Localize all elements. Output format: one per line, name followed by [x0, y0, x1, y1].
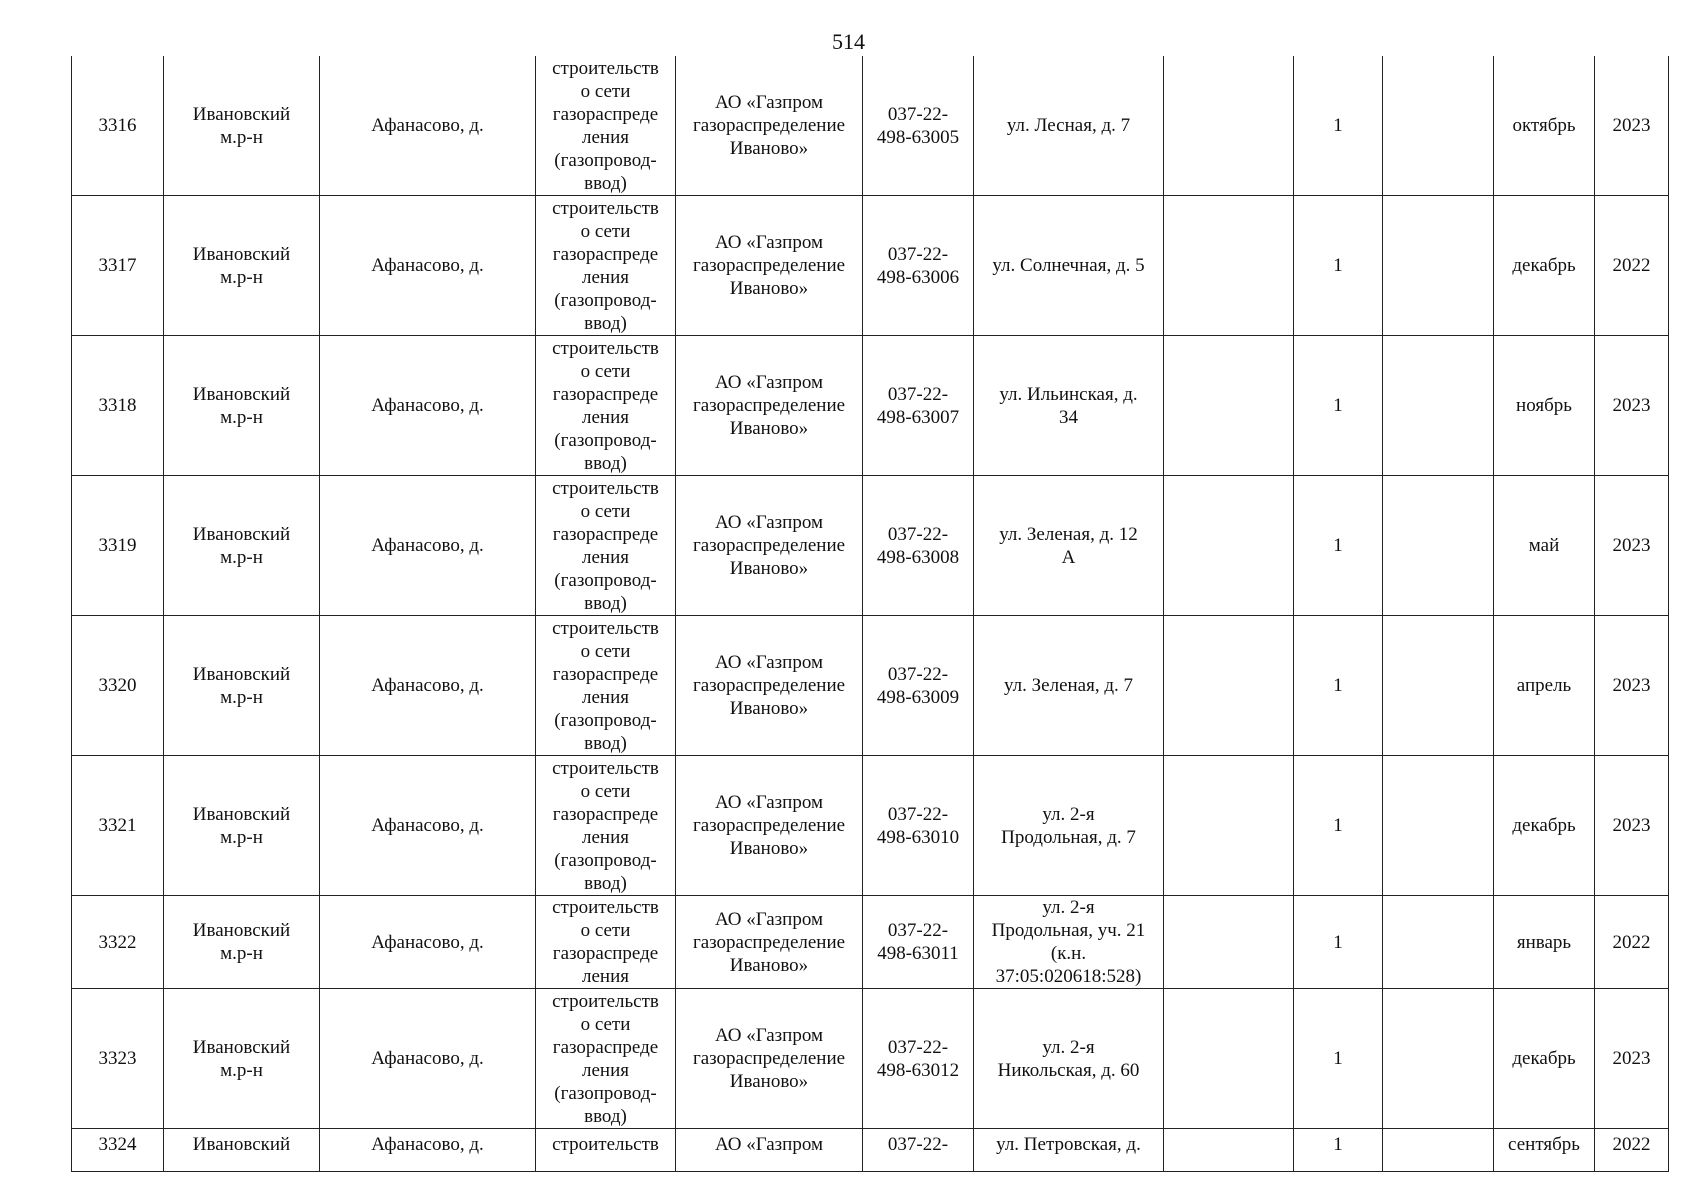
- year-cell: 2023: [1595, 476, 1669, 616]
- empty-cell: [1383, 336, 1494, 476]
- empty-cell: [1164, 56, 1294, 196]
- organization-cell: АО «Газпром газораспределение Иваново»: [676, 896, 863, 989]
- empty-cell: [1383, 1129, 1494, 1172]
- district-cell: Ивановский м.р-н: [164, 896, 320, 989]
- empty-cell: [1164, 616, 1294, 756]
- empty-cell: [1383, 56, 1494, 196]
- work-type-cell: строительств о сети газораспреде ления (газопровод- ввод): [536, 56, 676, 196]
- settlement-cell: Афанасово, д.: [320, 56, 536, 196]
- empty-cell: [1164, 476, 1294, 616]
- district-cell: Ивановский м.р-н: [164, 989, 320, 1129]
- organization-cell: АО «Газпром газораспределение Иваново»: [676, 56, 863, 196]
- empty-cell: [1164, 196, 1294, 336]
- settlement-cell: Афанасово, д.: [320, 989, 536, 1129]
- count-cell: 1: [1294, 1129, 1383, 1172]
- district-cell: Ивановский м.р-н: [164, 476, 320, 616]
- organization-cell: АО «Газпром газораспределение Иваново»: [676, 476, 863, 616]
- month-cell: сентябрь: [1494, 1129, 1595, 1172]
- address-cell: ул. Петровская, д.: [974, 1129, 1164, 1172]
- count-cell: 1: [1294, 616, 1383, 756]
- address-cell: ул. 2-я Продольная, д. 7: [974, 756, 1164, 896]
- month-cell: январь: [1494, 896, 1595, 989]
- district-cell: Ивановский м.р-н: [164, 336, 320, 476]
- address-cell: ул. Солнечная, д. 5: [974, 196, 1164, 336]
- work-type-cell: строительств: [536, 1129, 676, 1172]
- district-cell: Ивановский м.р-н: [164, 616, 320, 756]
- address-cell: ул. Зеленая, д. 12 А: [974, 476, 1164, 616]
- settlement-cell: Афанасово, д.: [320, 616, 536, 756]
- empty-cell: [1164, 989, 1294, 1129]
- count-cell: 1: [1294, 196, 1383, 336]
- year-cell: 2022: [1595, 196, 1669, 336]
- table-row: [72, 476, 1669, 616]
- settlement-cell: Афанасово, д.: [320, 896, 536, 989]
- address-cell: ул. Ильинская, д. 34: [974, 336, 1164, 476]
- row-number-cell: 3324: [72, 1129, 164, 1172]
- year-cell: 2023: [1595, 336, 1669, 476]
- table-row: [72, 56, 1669, 196]
- count-cell: 1: [1294, 336, 1383, 476]
- address-cell: ул. Зеленая, д. 7: [974, 616, 1164, 756]
- row-number-cell: 3319: [72, 476, 164, 616]
- district-cell: Ивановский м.р-н: [164, 196, 320, 336]
- gasification-table: [71, 56, 1669, 1172]
- organization-cell: АО «Газпром газораспределение Иваново»: [676, 756, 863, 896]
- organization-cell: АО «Газпром газораспределение Иваново»: [676, 616, 863, 756]
- table-row: [72, 336, 1669, 476]
- month-cell: декабрь: [1494, 989, 1595, 1129]
- row-number-cell: 3316: [72, 56, 164, 196]
- month-cell: октябрь: [1494, 56, 1595, 196]
- table-row: [72, 1129, 1669, 1172]
- table-row: [72, 196, 1669, 336]
- district-cell: Ивановский м.р-н: [164, 56, 320, 196]
- count-cell: 1: [1294, 896, 1383, 989]
- address-cell: ул. Лесная, д. 7: [974, 56, 1164, 196]
- row-number-cell: 3323: [72, 989, 164, 1129]
- table-row: [72, 756, 1669, 896]
- organization-cell: АО «Газпром: [676, 1129, 863, 1172]
- table-body: [72, 56, 1669, 1172]
- empty-cell: [1383, 896, 1494, 989]
- settlement-cell: Афанасово, д.: [320, 756, 536, 896]
- organization-cell: АО «Газпром газораспределение Иваново»: [676, 989, 863, 1129]
- row-number-cell: 3318: [72, 336, 164, 476]
- code-cell: 037-22- 498-63006: [863, 196, 974, 336]
- year-cell: 2023: [1595, 616, 1669, 756]
- count-cell: 1: [1294, 56, 1383, 196]
- settlement-cell: Афанасово, д.: [320, 476, 536, 616]
- district-cell: Ивановский: [164, 1129, 320, 1172]
- year-cell: 2023: [1595, 756, 1669, 896]
- year-cell: 2022: [1595, 896, 1669, 989]
- settlement-cell: Афанасово, д.: [320, 336, 536, 476]
- row-number-cell: 3317: [72, 196, 164, 336]
- work-type-cell: строительств о сети газораспреде ления (газопровод- ввод): [536, 756, 676, 896]
- month-cell: декабрь: [1494, 756, 1595, 896]
- district-cell: Ивановский м.р-н: [164, 756, 320, 896]
- code-cell: 037-22- 498-63011: [863, 896, 974, 989]
- work-type-cell: строительств о сети газораспреде ления (газопровод- ввод): [536, 476, 676, 616]
- work-type-cell: строительств о сети газораспреде ления (газопровод- ввод): [536, 989, 676, 1129]
- empty-cell: [1164, 336, 1294, 476]
- count-cell: 1: [1294, 989, 1383, 1129]
- month-cell: декабрь: [1494, 196, 1595, 336]
- empty-cell: [1164, 1129, 1294, 1172]
- month-cell: май: [1494, 476, 1595, 616]
- table-row: [72, 616, 1669, 756]
- code-cell: 037-22- 498-63005: [863, 56, 974, 196]
- year-cell: 2023: [1595, 989, 1669, 1129]
- row-number-cell: 3321: [72, 756, 164, 896]
- year-cell: 2022: [1595, 1129, 1669, 1172]
- empty-cell: [1383, 756, 1494, 896]
- empty-cell: [1383, 616, 1494, 756]
- empty-cell: [1383, 196, 1494, 336]
- page-number: 514: [832, 29, 865, 54]
- month-cell: ноябрь: [1494, 336, 1595, 476]
- work-type-cell: строительств о сети газораспреде ления (газопровод- ввод): [536, 616, 676, 756]
- month-cell: апрель: [1494, 616, 1595, 756]
- organization-cell: АО «Газпром газораспределение Иваново»: [676, 196, 863, 336]
- code-cell: 037-22- 498-63012: [863, 989, 974, 1129]
- empty-cell: [1164, 756, 1294, 896]
- table-row: [72, 989, 1669, 1129]
- row-number-cell: 3320: [72, 616, 164, 756]
- row-number-cell: 3322: [72, 896, 164, 989]
- address-cell: ул. 2-я Никольская, д. 60: [974, 989, 1164, 1129]
- work-type-cell: строительств о сети газораспреде ления (газопровод- ввод): [536, 336, 676, 476]
- settlement-cell: Афанасово, д.: [320, 196, 536, 336]
- count-cell: 1: [1294, 756, 1383, 896]
- settlement-cell: Афанасово, д.: [320, 1129, 536, 1172]
- code-cell: 037-22-: [863, 1129, 974, 1172]
- code-cell: 037-22- 498-63007: [863, 336, 974, 476]
- address-cell: ул. 2-я Продольная, уч. 21 (к.н. 37:05:020618:528): [974, 896, 1164, 989]
- work-type-cell: строительств о сети газораспреде ления: [536, 896, 676, 989]
- year-cell: 2023: [1595, 56, 1669, 196]
- empty-cell: [1383, 476, 1494, 616]
- organization-cell: АО «Газпром газораспределение Иваново»: [676, 336, 863, 476]
- code-cell: 037-22- 498-63008: [863, 476, 974, 616]
- table-row: [72, 896, 1669, 989]
- code-cell: 037-22- 498-63010: [863, 756, 974, 896]
- count-cell: 1: [1294, 476, 1383, 616]
- empty-cell: [1164, 896, 1294, 989]
- empty-cell: [1383, 989, 1494, 1129]
- work-type-cell: строительств о сети газораспреде ления (газопровод- ввод): [536, 196, 676, 336]
- code-cell: 037-22- 498-63009: [863, 616, 974, 756]
